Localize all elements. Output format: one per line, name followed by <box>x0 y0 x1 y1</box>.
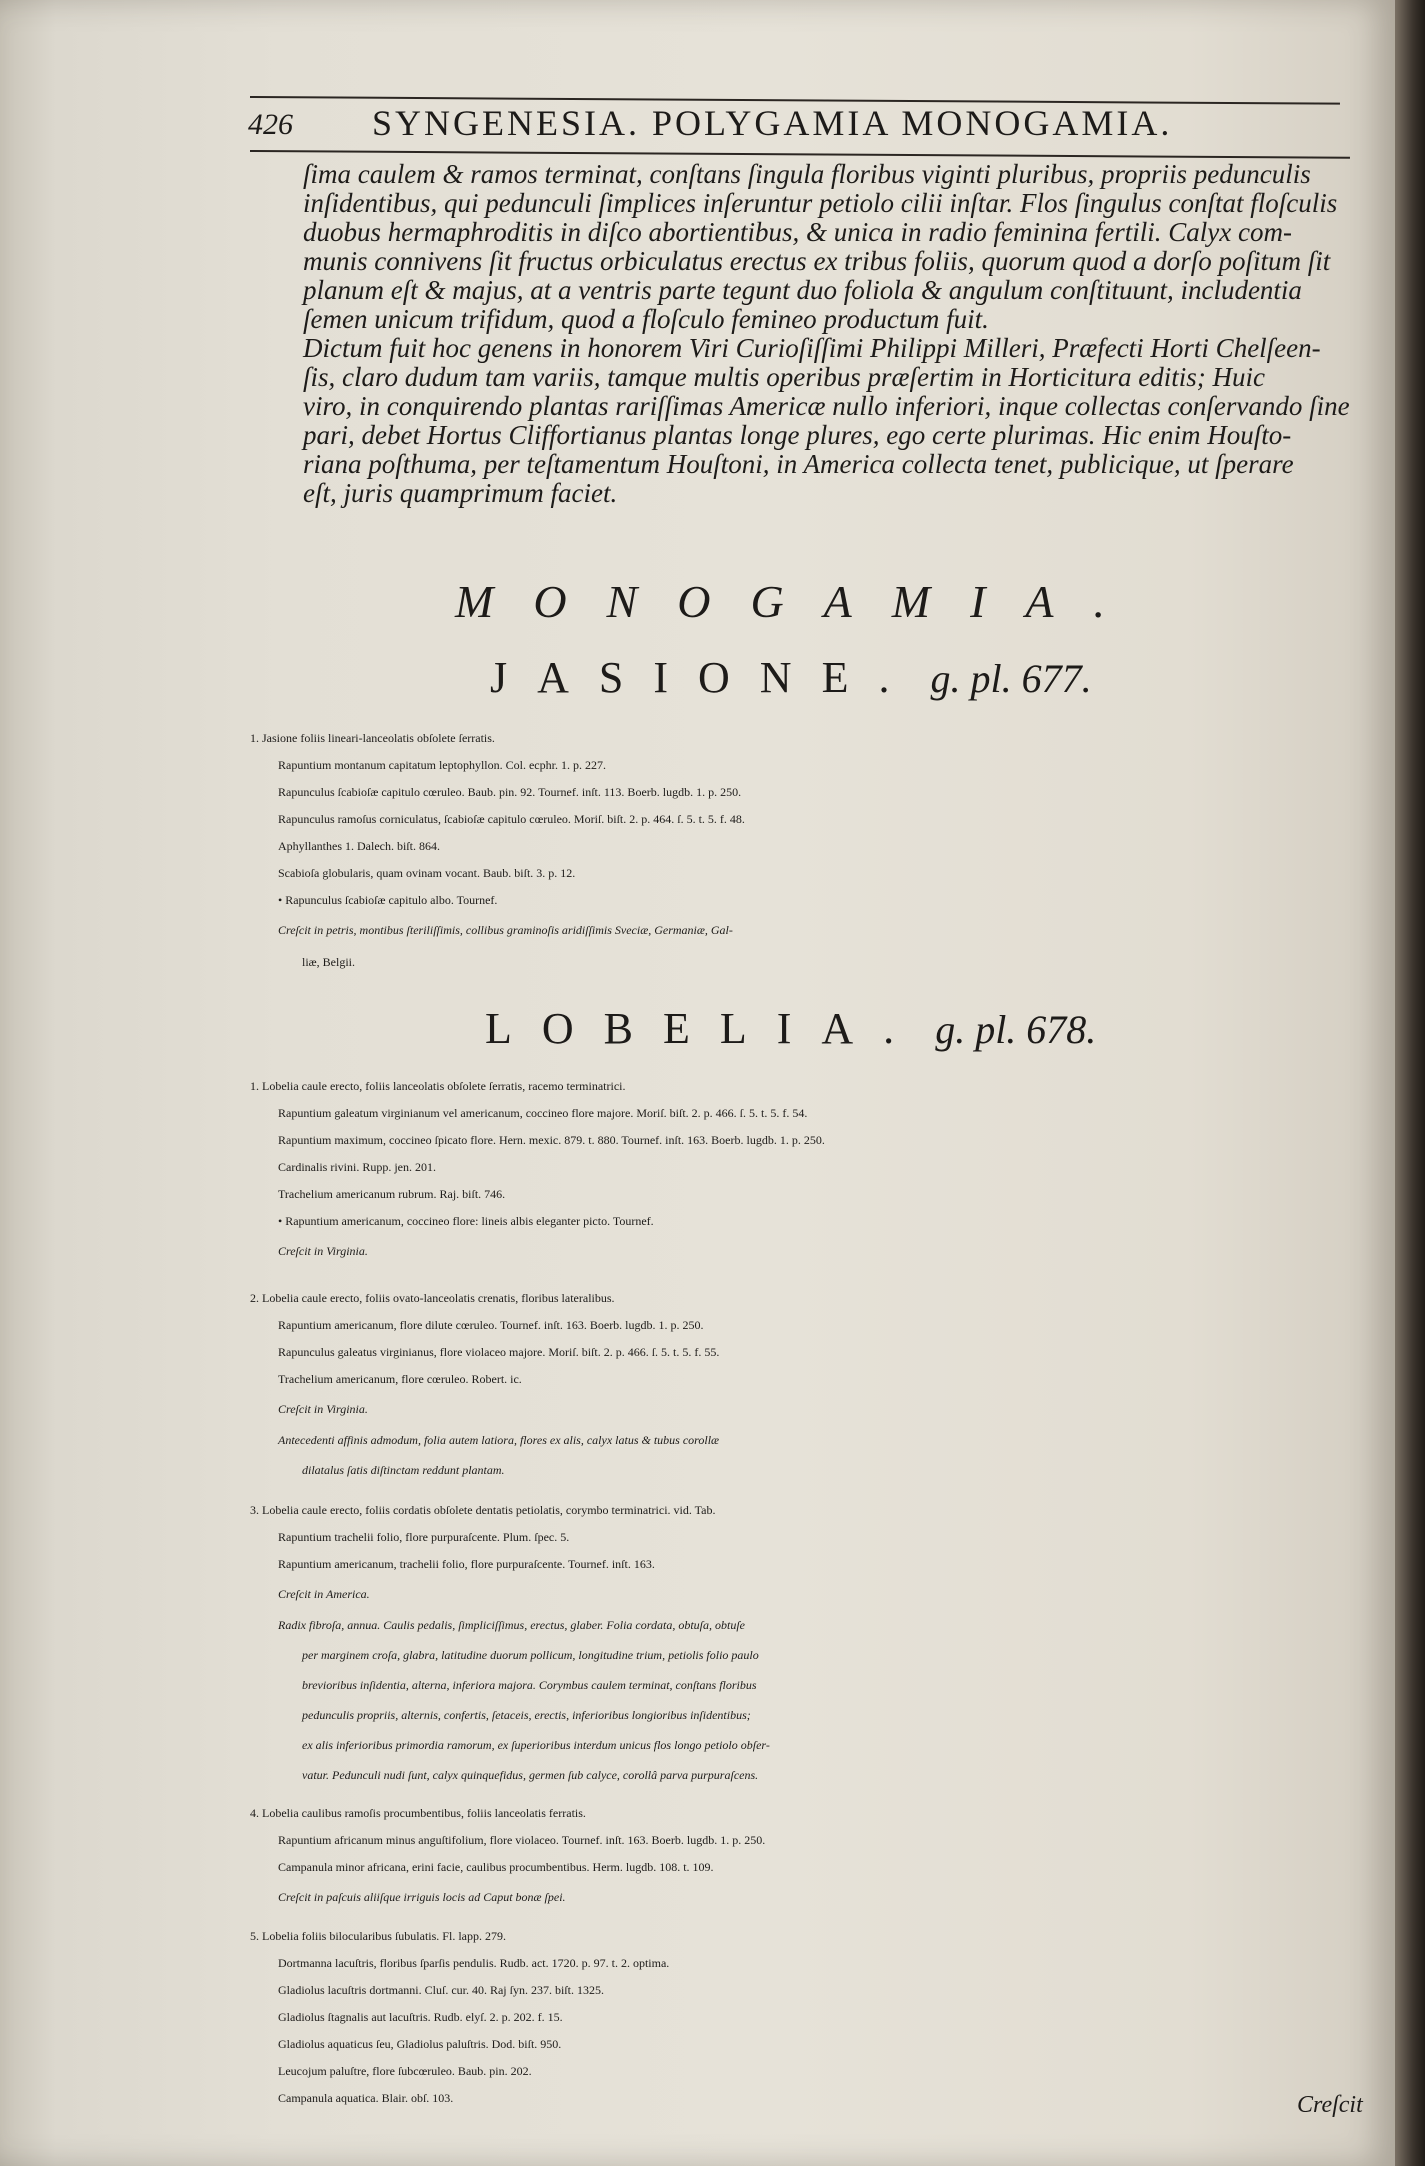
note-line: ex alis inferioribus primordia ramorum, ex ſuperioribus interdum unicus flos longo petiolo obſer- <box>302 1738 770 1752</box>
book-gutter <box>1395 0 1425 2166</box>
species-diagnosis: 5. Lobelia foliis bilocularibus ſubulatis. Fl. lapp. 279. <box>250 1929 506 1943</box>
running-title: SYNGENESIA. POLYGAMIA MONOGAMIA. <box>372 103 1173 143</box>
intro-line: pari, debet Hortus Cliffortianus plantas longe plures, ego certe plurimas. Hic enim Houſto- <box>303 420 1292 450</box>
section-title: MONOGAMIA. <box>455 576 1145 627</box>
synonym-line: Rapunculus ſcabioſæ capitulo cœruleo. Baub. pin. 92. Tournef. inſt. 113. Boerb. lugdb. 1. p. 250. <box>278 785 742 799</box>
note-line: dilatalus ſatis diſtinctam reddunt plantam. <box>302 1463 505 1477</box>
intro-line: planum eſt & majus, at a ventris parte tegunt duo foliola & angulum conſtituunt, includentia <box>303 275 1302 305</box>
intro-line: ſima caulem & ramos terminat, conſtans ſingula floribus viginti pluribus, propriis pedunculis <box>303 159 1311 189</box>
species-entry-lobelia-5 <box>250 1923 1380 2112</box>
intro-paragraph <box>303 160 1363 508</box>
synonym-line: Rapunculus ramoſus corniculatus, ſcabioſæ capitulo cœruleo. Moriſ. biſt. 2. p. 464. ſ. 5. t. 5. f. 48. <box>278 812 745 826</box>
habitat-line: Creſcit in paſcuis aliiſque irriguis locis ad Caput bonæ ſpei. <box>278 1890 566 1904</box>
species-diagnosis: 4. Lobelia caulibus ramoſis procumbentibus, foliis lanceolatis ferratis. <box>250 1806 586 1820</box>
synonym-line: Rapunculus galeatus virginianus, flore violaceo majore. Moriſ. biſt. 2. p. 466. ſ. 5. t. 5. f. 55. <box>278 1345 720 1359</box>
intro-line: duobus hermaphroditis in diſco abortientibus, & unica in radio feminina fertili. Calyx com- <box>303 217 1292 247</box>
catchword: Creſcit <box>1297 2092 1363 2118</box>
synonym-line: Scabioſa globularis, quam ovinam vocant. Baub. biſt. 3. p. 12. <box>278 866 576 880</box>
habitat-line: Creſcit in petris, montibus ſteriliſſimis, collibus graminoſis aridiſſimis Sveciæ, Germaniæ, Gal- <box>278 923 733 937</box>
synonym-line: Gladiolus lacuſtris dortmanni. Cluſ. cur. 40. Raj ſyn. 237. biſt. 1325. <box>278 1983 604 1997</box>
synonym-line: Cardinalis rivini. Rupp. jen. 201. <box>278 1160 436 1174</box>
species-entry-lobelia-1 <box>250 1073 1380 1267</box>
species-entry-lobelia-4 <box>250 1800 1380 1913</box>
species-entry-jasione-1 <box>250 725 1380 978</box>
species-diagnosis: 3. Lobelia caule erecto, foliis cordatis obſolete dentatis petiolatis, corymbo terminatrici. vid. Tab. <box>250 1503 716 1517</box>
synonym-line: • Rapuntium americanum, coccineo flore: lineis albis eleganter picto. Tournef. <box>278 1214 654 1228</box>
synonym-line: Rapuntium trachelii folio, flore purpuraſcente. Plum. ſpec. 5. <box>278 1530 570 1544</box>
intro-line: munis connivens ſit fructus orbiculatus erectus ex tribus foliis, quorum quod a dorſo poſitum ſit <box>303 246 1331 276</box>
synonym-line: Campanula minor africana, erini facie, caulibus procumbentibus. Herm. lugdb. 108. t. 109. <box>278 1860 714 1874</box>
species-diagnosis: 1. Jasione foliis lineari-lanceolatis obſolete ſerratis. <box>250 731 495 745</box>
intro-line: riana poſthuma, per teſtamentum Houſtoni, in America collecta tenet, publicique, ut ſperare <box>303 449 1294 479</box>
synonym-line: Rapuntium americanum, flore dilute cœruleo. Tournef. inſt. 163. Boerb. lugdb. 1. p. 250. <box>278 1318 704 1332</box>
synonym-line: Trachelium americanum, flore cœruleo. Robert. ic. <box>278 1372 522 1386</box>
intro-line: Dictum fuit hoc genens in honorem Viri Curioſiſſimi Philippi Milleri, Præfecti Horti Chelſeen- <box>303 333 1321 363</box>
note-line: brevioribus inſidentia, alterna, inferiora majora. Corymbus caulem terminat, conſtans floribus <box>302 1678 757 1692</box>
page-number: 426 <box>248 108 293 141</box>
genus-name: JASIONE. <box>490 653 920 702</box>
synonym-line: Rapuntium montanum capitatum leptophyllon. Col. ecphr. 1. p. 227. <box>278 758 606 772</box>
genus-ref: g. pl. 677. <box>930 656 1092 701</box>
synonym-line: • Rapunculus ſcabioſæ capitulo albo. Tournef. <box>278 893 498 907</box>
habitat-line: Creſcit in Virginia. <box>278 1244 368 1258</box>
habitat-line: Creſcit in America. <box>278 1587 370 1601</box>
header-rule-bottom <box>250 150 1350 159</box>
synonym-line: Gladiolus ſtagnalis aut lacuſtris. Rudb. elyſ. 2. p. 202. f. 15. <box>278 2010 563 2024</box>
intro-line: inſidentibus, qui pedunculi ſimplices inſeruntur petiolo cilii inſtar. Flos ſingulus conſtat floſculis <box>303 188 1338 218</box>
synonym-line: Rapuntium galeatum virginianum vel americanum, coccineo flore majore. Moriſ. biſt. 2. p. 466. ſ. 5. t. 5. f. 54. <box>278 1106 808 1120</box>
species-diagnosis: 2. Lobelia caule erecto, foliis ovato-lanceolatis crenatis, floribus lateralibus. <box>250 1291 615 1305</box>
note-line: Radix fibroſa, annua. Caulis pedalis, ſimpliciſſimus, erectus, glaber. Folia cordata, obtuſa, obtuſe <box>278 1618 745 1632</box>
intro-line: eſt, juris quamprimum faciet. <box>303 478 618 508</box>
habitat-line: Creſcit in Virginia. <box>278 1402 368 1416</box>
synonym-line: Dortmanna lacuſtris, floribus ſparſis pendulis. Rudb. act. 1720. p. 97. t. 2. optima. <box>278 1956 670 1970</box>
genus-name: LOBELIA. <box>485 1004 925 1053</box>
note-line: per marginem croſa, glabra, latitudine duorum pollicum, longitudine trium, petiolis folio paulo <box>302 1648 759 1662</box>
synonym-line: Gladiolus aquaticus ſeu, Gladiolus paluſtris. Dod. biſt. 950. <box>278 2037 562 2051</box>
species-diagnosis: 1. Lobelia caule erecto, foliis lanceolatis obſolete ſerratis, racemo terminatrici. <box>250 1079 626 1093</box>
species-entry-lobelia-3 <box>250 1497 1380 1790</box>
genus-heading-jasione <box>490 652 1092 703</box>
genus-heading-lobelia <box>485 1003 1096 1054</box>
synonym-line: Rapuntium americanum, trachelii folio, flore purpuraſcente. Tournef. inſt. 163. <box>278 1557 655 1571</box>
intro-line: ſemen unicum trifidum, quod a floſculo femineo productum fuit. <box>303 304 989 334</box>
note-line: pedunculis propriis, alternis, confertis, ſetaceis, erectis, inferioribus longioribus inſidentibus; <box>302 1708 751 1722</box>
note-line: vatur. Pedunculi nudi ſunt, calyx quinquefidus, germen ſub calyce, corollâ parva purpuraſcens. <box>302 1768 759 1782</box>
intro-line: ſis, claro dudum tam variis, tamque multis operibus præſertim in Horticitura editis; Huic <box>303 362 1265 392</box>
synonym-line: Campanula aquatica. Blair. obſ. 103. <box>278 2091 454 2105</box>
synonym-line: Leucojum paluſtre, flore ſubcœruleo. Baub. pin. 202. <box>278 2064 532 2078</box>
synonym-line: Rapuntium maximum, coccineo ſpicato flore. Hern. mexic. 879. t. 880. Tournef. inſt. 163. Boerb. lugdb. 1. p. 250. <box>278 1133 825 1147</box>
genus-ref: g. pl. 678. <box>935 1007 1097 1052</box>
synonym-line: Rapuntium africanum minus anguſtifolium, flore violaceo. Tournef. inſt. 163. Boerb. lugdb. 1. p. 250. <box>278 1833 766 1847</box>
species-entry-lobelia-2 <box>250 1285 1380 1485</box>
synonym-line: Aphyllanthes 1. Dalech. biſt. 864. <box>278 839 440 853</box>
intro-line: viro, in conquirendo plantas rariſſimas Americæ nullo inferiori, inque collectas conſervando ſine <box>303 391 1350 421</box>
note-line: Antecedenti affinis admodum, folia autem latiora, flores ex alis, calyx latus & tubus corollæ <box>278 1433 720 1447</box>
habitat-line: liæ, Belgii. <box>302 955 356 969</box>
synonym-line: Trachelium americanum rubrum. Raj. biſt. 746. <box>278 1187 506 1201</box>
